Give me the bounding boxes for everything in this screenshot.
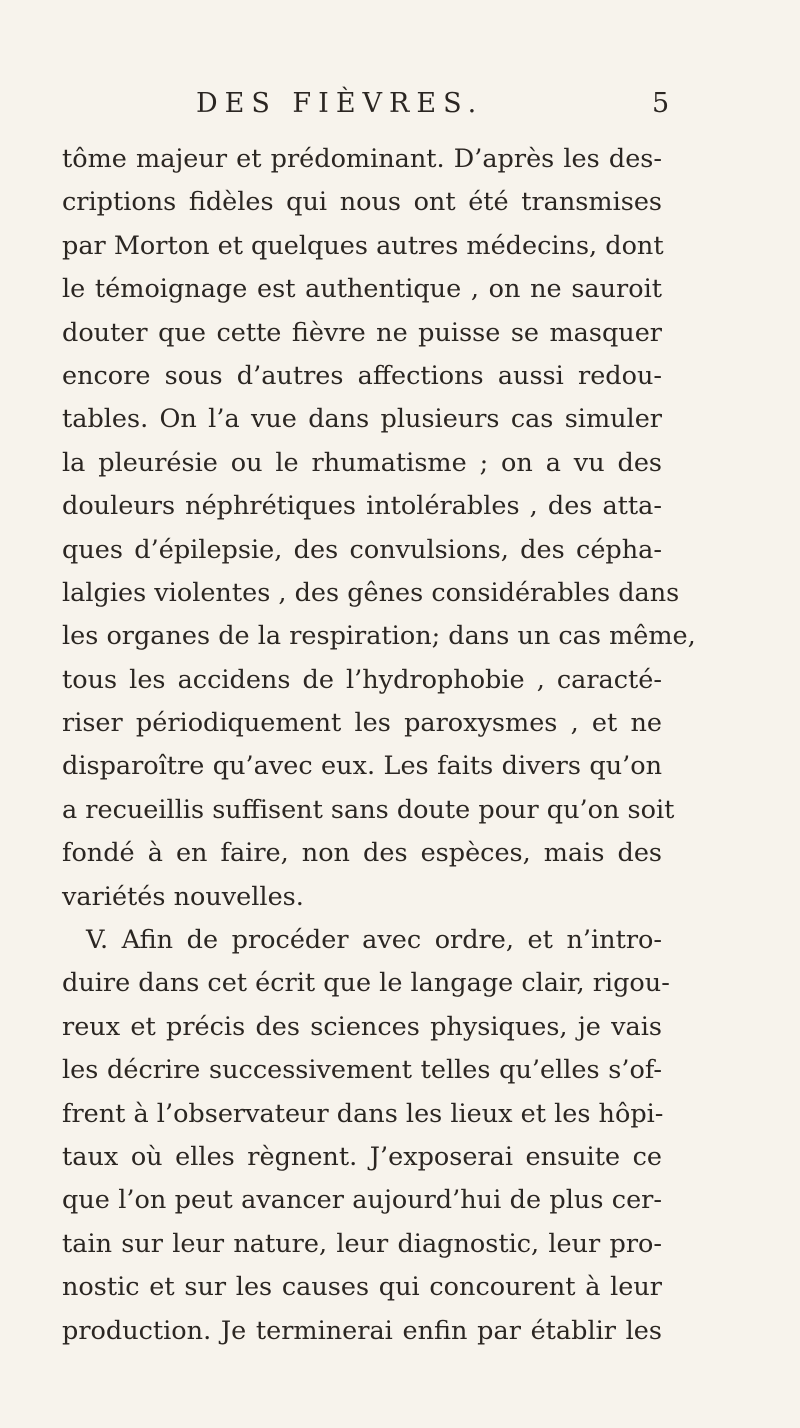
text-line: que l’on peut avancer aujourd’hui de plus cer- [62, 1185, 662, 1216]
text-line: tôme majeur et prédominant. D’après les des- [62, 144, 662, 174]
text-line: lalgies violentes , des gênes considérables dans [62, 577, 680, 608]
section-v-start-line: V. Afin de procéder avec ordre, et n’intro- [86, 925, 662, 956]
running-head [0, 88, 800, 128]
body-text [62, 138, 696, 1353]
text-line: tables. On l’a vue dans plusieurs cas simuler [62, 404, 662, 435]
running-title: DES FIÈVRES. [196, 88, 484, 119]
text-line: le témoignage est authentique , on ne sauroit [62, 274, 662, 305]
text-line: la pleurésie ou le rhumatisme ; on a vu des [62, 447, 662, 478]
text-line: les décrire successivement telles qu’elles s’of- [62, 1055, 662, 1086]
text-line: reux et précis des sciences physiques, je vais [62, 1011, 662, 1042]
text-line: taux où elles règnent. J’exposerai ensuite ce [62, 1141, 662, 1172]
text-line: duire dans cet écrit que le langage clair, rigou- [62, 968, 670, 999]
paragraph-end-line: variétés nouvelles. [62, 881, 304, 912]
text-line: tain sur leur nature, leur diagnostic, leur pro- [62, 1228, 662, 1259]
page-number: 5 [652, 88, 670, 119]
text-line: ques d’épilepsie, des convulsions, des cépha- [62, 534, 662, 565]
text-line: disparoître qu’avec eux. Les faits divers qu’on [62, 751, 662, 782]
text-line: riser périodiquement les paroxysmes , et ne [62, 708, 662, 739]
text-line: douter que cette fièvre ne puisse se masquer [62, 317, 662, 348]
text-line: fondé à en faire, non des espèces, mais des [62, 838, 662, 869]
text-line: nostic et sur les causes qui concourent à leur [62, 1272, 662, 1303]
text-line: production. Je terminerai enfin par établir les [62, 1315, 662, 1346]
text-line: frent à l’observateur dans les lieux et les hôpi- [62, 1098, 664, 1129]
text-line: encore sous d’autres affections aussi redou- [62, 360, 662, 391]
text-line: a recueillis suffisent sans doute pour qu’on soit [62, 794, 675, 825]
text-line: par Morton et quelques autres médecins, dont [62, 230, 664, 261]
text-line: criptions fidèles qui nous ont été transmises [62, 187, 662, 218]
text-line: douleurs néphrétiques intolérables , des atta- [62, 491, 662, 522]
text-line: les organes de la respiration; dans un cas même, [62, 621, 696, 652]
text-line: tous les accidens de l’hydrophobie , caracté- [62, 664, 662, 695]
